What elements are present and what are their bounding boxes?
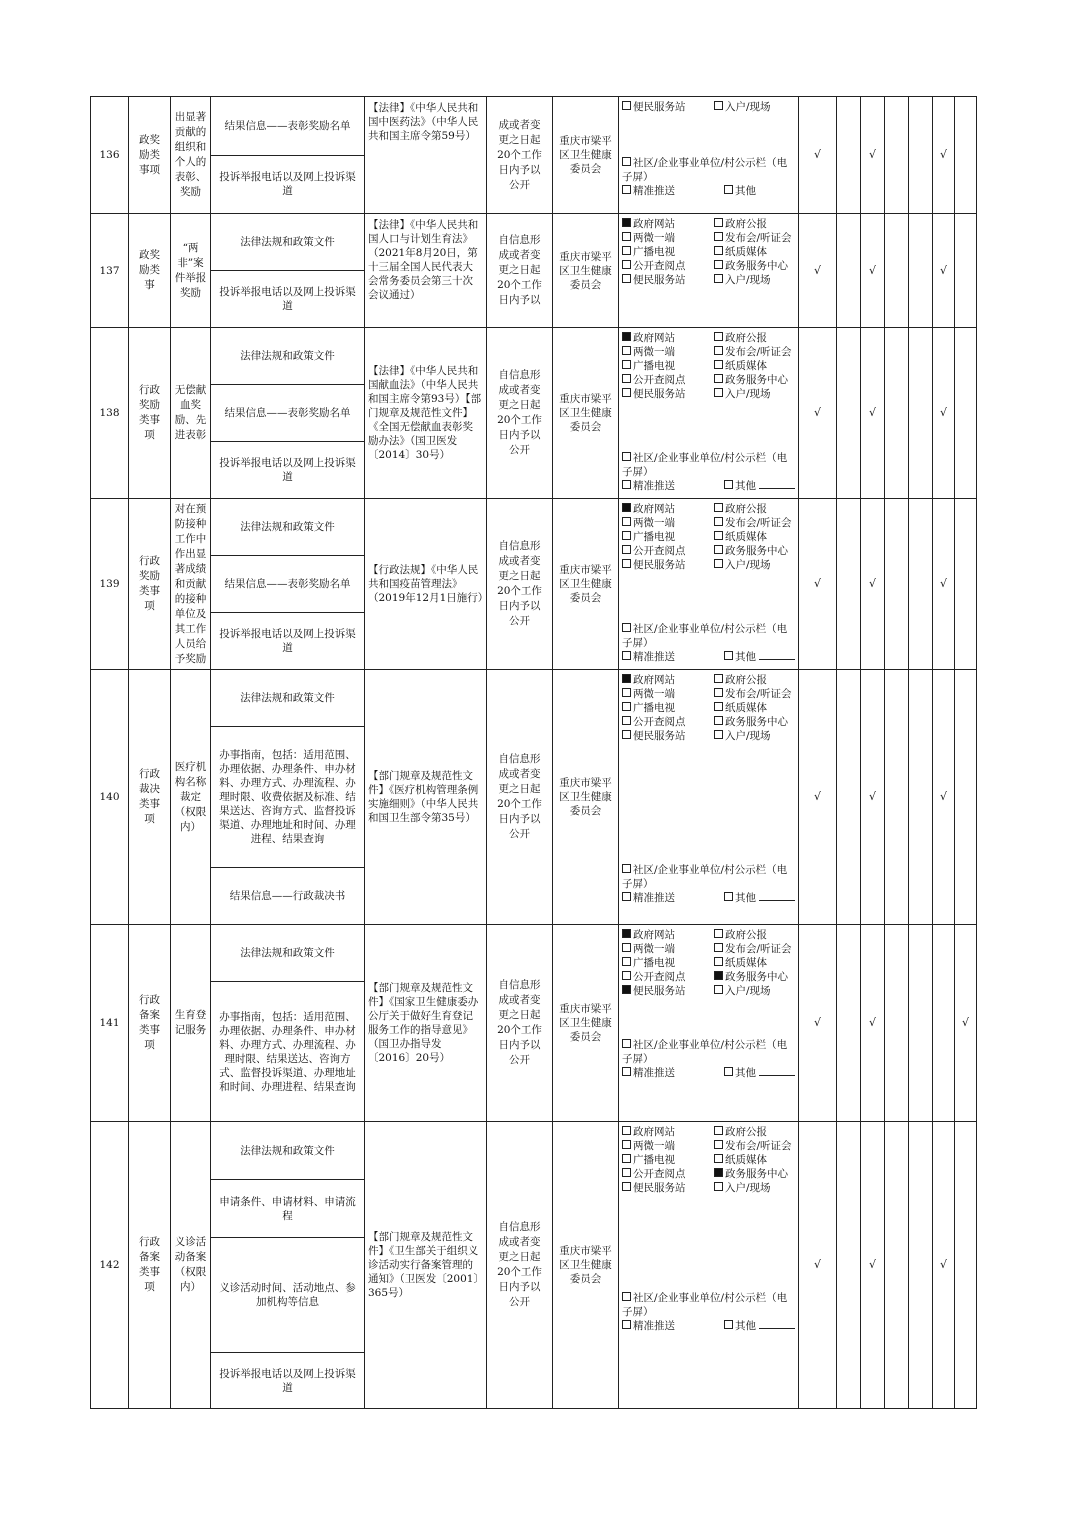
channel-option: 政府网站 [622, 1125, 714, 1139]
check-mark [885, 97, 909, 214]
check-mark [955, 214, 977, 328]
channel-option: 便民服务站 [622, 387, 714, 401]
info-line: 法律法规和政策文件 [211, 499, 364, 556]
checkbox-icon [622, 730, 631, 739]
disclosure-channels [619, 214, 799, 328]
disclosure-time: 自信息形成或者变更之日起20个工作日内予以公开 [487, 328, 553, 499]
check-mark [909, 499, 933, 670]
row-number: 139 [91, 499, 129, 670]
checkbox-icon [724, 480, 733, 489]
item-name: 医疗机构名称裁定（权限内） [171, 670, 211, 925]
check-mark [909, 925, 933, 1122]
check-mark: √ [861, 97, 885, 214]
channel-option: 精准推送 [622, 891, 714, 905]
info-content [211, 328, 365, 499]
channel-option: 广播电视 [622, 245, 714, 259]
checkbox-icon [622, 232, 631, 241]
info-line: 法律法规和政策文件 [211, 328, 364, 385]
check-mark: √ [861, 670, 885, 925]
channel-option: 两微一端 [622, 687, 714, 701]
blank-line [759, 650, 795, 660]
check-mark: √ [799, 97, 837, 214]
channel-option: 入户/现场 [714, 100, 806, 114]
check-mark: √ [955, 925, 977, 1122]
info-line: 结果信息——表彰奖励名单 [211, 385, 364, 442]
item-name: 出显著贡献的组织和个人的表彰、奖励 [171, 97, 211, 214]
channel-option: 其他 [714, 650, 806, 664]
checkbox-icon [622, 1182, 631, 1191]
channel-option: 政府网站 [622, 673, 714, 687]
check-mark [885, 670, 909, 925]
check-mark: √ [933, 1122, 955, 1409]
category: 行政备案类事项 [129, 1122, 171, 1409]
table-row [91, 1122, 977, 1409]
channel-option: 其他 [714, 479, 806, 493]
channel-option: 社区/企业事业单位/村公示栏（电子屏） [622, 1292, 788, 1318]
checkbox-icon [714, 1182, 723, 1191]
category: 政奖励类事项 [129, 97, 171, 214]
info-content [211, 670, 365, 925]
checkbox-icon [714, 943, 723, 952]
disclosure-channels [619, 1122, 799, 1409]
info-content [211, 1122, 365, 1409]
check-mark: √ [799, 1122, 837, 1409]
channel-option: 便民服务站 [622, 1181, 714, 1195]
checkbox-icon [622, 480, 631, 489]
channel-option: 纸质媒体 [714, 956, 806, 970]
disclosure-channels [619, 499, 799, 670]
check-mark [885, 499, 909, 670]
channel-option: 纸质媒体 [714, 701, 806, 715]
check-mark [837, 499, 861, 670]
channel-option: 便民服务站 [622, 273, 714, 287]
checkbox-icon [714, 232, 723, 241]
channel-option: 公开查阅点 [622, 715, 714, 729]
info-line: 结果信息——表彰奖励名单 [211, 97, 364, 156]
check-mark: √ [861, 214, 885, 328]
info-line: 结果信息——行政裁决书 [229, 890, 346, 902]
checked-box-icon [622, 218, 631, 227]
checkbox-icon [714, 332, 723, 341]
checkbox-icon [714, 702, 723, 711]
checkbox-icon [724, 892, 733, 901]
check-mark [933, 925, 955, 1122]
legal-basis: 【部门规章及规范性文件】《国家卫生健康委办公厅关于做好生育登记服务工作的指导意见》（国卫办指导发〔2016〕20号） [365, 925, 487, 1122]
info-line: 结果信息——表彰奖励名单 [211, 556, 364, 613]
checkbox-icon [622, 545, 631, 554]
channel-option: 政府公报 [714, 928, 806, 942]
checkbox-icon [714, 388, 723, 397]
disclosure-time: 自信息形成或者变更之日起20个工作日内予以公开 [487, 499, 553, 670]
checkbox-icon [622, 943, 631, 952]
checkbox-icon [714, 246, 723, 255]
checkbox-icon [714, 503, 723, 512]
channel-option: 政府网站 [622, 217, 714, 231]
channel-option: 公开查阅点 [622, 259, 714, 273]
channel-option: 政府公报 [714, 673, 806, 687]
checkbox-icon [714, 730, 723, 739]
channel-option: 政府网站 [622, 331, 714, 345]
checked-box-icon [622, 985, 631, 994]
info-line: 投诉举报电话以及网上投诉渠道 [219, 1367, 356, 1394]
blank-line [759, 891, 795, 901]
info-line: 义诊活动时间、活动地点、参加机构等信息 [211, 1238, 364, 1353]
check-mark: √ [933, 214, 955, 328]
row-number: 140 [91, 670, 129, 925]
checkbox-icon [724, 185, 733, 194]
checkbox-icon [622, 260, 631, 269]
channel-option: 精准推送 [622, 1319, 714, 1333]
info-line: 投诉举报电话以及网上投诉渠道 [219, 628, 356, 654]
checkbox-icon [714, 559, 723, 568]
checkbox-icon [622, 274, 631, 283]
channel-option: 纸质媒体 [714, 1153, 806, 1167]
channel-option: 发布会/听证会 [714, 345, 806, 359]
checkbox-icon [622, 1039, 631, 1048]
checkbox-icon [714, 1154, 723, 1163]
channel-option: 精准推送 [622, 184, 714, 198]
checkbox-icon [622, 246, 631, 255]
disclosure-table [90, 96, 977, 1409]
channel-option: 广播电视 [622, 1153, 714, 1167]
channel-option: 发布会/听证会 [714, 231, 806, 245]
info-line: 法律法规和政策文件 [211, 1122, 364, 1180]
checkbox-icon [622, 1140, 631, 1149]
table-row [91, 328, 977, 499]
check-mark [955, 670, 977, 925]
disclosure-subject: 重庆市梁平区卫生健康委员会 [553, 925, 619, 1122]
checkbox-icon [622, 374, 631, 383]
channel-option: 两微一端 [622, 231, 714, 245]
row-number: 136 [91, 97, 129, 214]
channel-option: 广播电视 [622, 359, 714, 373]
disclosure-channels [619, 925, 799, 1122]
channel-option: 便民服务站 [622, 558, 714, 572]
check-mark [909, 1122, 933, 1409]
checkbox-icon [714, 101, 723, 110]
check-mark [955, 328, 977, 499]
checkbox-icon [714, 218, 723, 227]
checked-box-icon [622, 929, 631, 938]
channel-option: 两微一端 [622, 942, 714, 956]
check-mark: √ [861, 1122, 885, 1409]
info-content [211, 97, 365, 214]
channel-option: 入户/现场 [714, 984, 806, 998]
info-line: 申请条件、申请材料、申请流程 [211, 1180, 364, 1238]
checkbox-icon [714, 374, 723, 383]
table-row [91, 214, 977, 328]
checkbox-icon [714, 674, 723, 683]
channel-option: 政府公报 [714, 217, 806, 231]
checkbox-icon [622, 702, 631, 711]
disclosure-channels [619, 97, 799, 214]
channel-option: 纸质媒体 [714, 245, 806, 259]
row-number: 137 [91, 214, 129, 328]
check-mark [909, 328, 933, 499]
channel-option: 两微一端 [622, 1139, 714, 1153]
channel-option: 政府公报 [714, 331, 806, 345]
channel-option: 便民服务站 [622, 984, 714, 998]
item-name: 对在预防接种工作中作出显著成绩和贡献的接种单位及其工作人员给予奖励 [171, 499, 211, 670]
checkbox-icon [714, 1140, 723, 1149]
channel-option: 政务服务中心 [714, 544, 806, 558]
channel-option: 社区/企业事业单位/村公示栏（电子屏） [622, 623, 788, 649]
check-mark [955, 499, 977, 670]
channel-option: 广播电视 [622, 530, 714, 544]
info-line: 法律法规和政策文件 [211, 670, 364, 727]
info-line: 投诉举报电话以及网上投诉渠道 [219, 171, 356, 198]
channel-option: 便民服务站 [622, 100, 714, 114]
disclosure-time: 自信息形成或者变更之日起20个工作日内予以公开 [487, 670, 553, 925]
table-row [91, 499, 977, 670]
channel-option: 精准推送 [622, 479, 714, 493]
checkbox-icon [724, 1067, 733, 1076]
channel-option: 精准推送 [622, 1066, 714, 1080]
channel-option: 入户/现场 [714, 729, 806, 743]
check-mark: √ [799, 214, 837, 328]
channel-option: 发布会/听证会 [714, 687, 806, 701]
blank-line [759, 1066, 795, 1076]
checkbox-icon [622, 1320, 631, 1329]
category: 政奖励类事 [129, 214, 171, 328]
checkbox-icon [622, 971, 631, 980]
channel-option: 政务服务中心 [714, 970, 806, 984]
checkbox-icon [622, 957, 631, 966]
channel-option: 公开查阅点 [622, 544, 714, 558]
channel-option: 公开查阅点 [622, 373, 714, 387]
channel-option: 公开查阅点 [622, 970, 714, 984]
channel-option: 入户/现场 [714, 387, 806, 401]
channel-option: 其他 [714, 1066, 806, 1080]
channel-option: 纸质媒体 [714, 359, 806, 373]
check-mark: √ [799, 328, 837, 499]
channel-option: 其他 [714, 184, 806, 198]
info-line: 法律法规和政策文件 [211, 214, 364, 271]
check-mark [837, 328, 861, 499]
check-mark [955, 1122, 977, 1409]
check-mark: √ [861, 328, 885, 499]
checkbox-icon [622, 651, 631, 660]
disclosure-subject: 重庆市梁平区卫生健康委员会 [553, 1122, 619, 1409]
blank-line [759, 479, 795, 489]
channel-option: 社区/企业事业单位/村公示栏（电子屏） [622, 864, 788, 890]
channel-option: 社区/企业事业单位/村公示栏（电子屏） [622, 1039, 788, 1065]
table-row [91, 925, 977, 1122]
table-row [91, 670, 977, 925]
channel-option: 其他 [714, 891, 806, 905]
checkbox-icon [622, 360, 631, 369]
check-mark: √ [799, 670, 837, 925]
check-mark [885, 925, 909, 1122]
checkbox-icon [714, 545, 723, 554]
channel-option: 广播电视 [622, 701, 714, 715]
item-name: 生育登记服务 [171, 925, 211, 1122]
channel-option: 发布会/听证会 [714, 942, 806, 956]
check-mark [955, 97, 977, 214]
checked-box-icon [622, 332, 631, 341]
channel-option: 政府网站 [622, 928, 714, 942]
channel-option: 纸质媒体 [714, 530, 806, 544]
checkbox-icon [622, 864, 631, 873]
checkbox-icon [622, 892, 631, 901]
check-mark: √ [861, 499, 885, 670]
disclosure-subject: 重庆市梁平区卫生健康委员会 [553, 328, 619, 499]
category: 行政奖励类事项 [129, 328, 171, 499]
legal-basis: 【行政法规】《中华人民共和国疫苗管理法》（2019年12月1日施行） [365, 499, 487, 670]
info-content [211, 499, 365, 670]
channel-option: 广播电视 [622, 956, 714, 970]
checked-box-icon [622, 503, 631, 512]
row-number: 138 [91, 328, 129, 499]
category: 行政裁决类事项 [129, 670, 171, 925]
legal-basis: 【部门规章及规范性文件】《医疗机构管理条例实施细则》（中华人民共和国卫生部令第35号） [365, 670, 487, 925]
checkbox-icon [622, 1126, 631, 1135]
check-mark [837, 1122, 861, 1409]
row-number: 141 [91, 925, 129, 1122]
checkbox-icon [714, 517, 723, 526]
legal-basis: 【法律】《中华人民共和国献血法》（中华人民共和国主席令第93号）【部门规章及规范性文件】《全国无偿献血表彰奖励办法》（国卫医发〔2014〕30号） [365, 328, 487, 499]
disclosure-channels [619, 670, 799, 925]
info-line: 办事指南，包括：适用范围、办理依据、办理条件、申办材料、办理方式、办理流程、办理时限、收费依据及标准、结果送达、咨询方式、监督投诉渠道、办理地址和时间、办理进程、结果查询 [211, 727, 364, 868]
channel-option: 政府公报 [714, 502, 806, 516]
checkbox-icon [622, 1067, 631, 1076]
check-mark [837, 925, 861, 1122]
disclosure-channels [619, 328, 799, 499]
info-line: 投诉举报电话以及网上投诉渠道 [219, 286, 356, 312]
checkbox-icon [622, 452, 631, 461]
disclosure-time: 自信息形成或者变更之日起20个工作日内予以 [487, 214, 553, 328]
info-line: 法律法规和政策文件 [211, 925, 364, 982]
info-content [211, 925, 365, 1122]
channel-option: 两微一端 [622, 516, 714, 530]
checkbox-icon [622, 559, 631, 568]
checkbox-icon [622, 1292, 631, 1301]
disclosure-subject: 重庆市梁平区卫生健康委员会 [553, 97, 619, 214]
checkbox-icon [714, 957, 723, 966]
checkbox-icon [622, 157, 631, 166]
channel-option: 两微一端 [622, 345, 714, 359]
checkbox-icon [622, 531, 631, 540]
disclosure-subject: 重庆市梁平区卫生健康委员会 [553, 670, 619, 925]
disclosure-time: 自信息形成或者变更之日起20个工作日内予以公开 [487, 925, 553, 1122]
checkbox-icon [714, 274, 723, 283]
checkbox-icon [622, 1168, 631, 1177]
info-line: 办事指南，包括：适用范围、办理依据、办理条件、申办材料、办理方式、办理流程、办理时限、结果送达、咨询方式、监督投诉渠道、办理地址和时间、办理进程、结果查询 [219, 1010, 356, 1093]
checkbox-icon [714, 716, 723, 725]
check-mark: √ [799, 499, 837, 670]
channel-option: 入户/现场 [714, 558, 806, 572]
checkbox-icon [622, 688, 631, 697]
checkbox-icon [714, 1126, 723, 1135]
checkbox-icon [714, 985, 723, 994]
item-name: 无偿献血奖励、先进表彰 [171, 328, 211, 499]
channel-option: 其他 [714, 1319, 806, 1333]
channel-option: 政府网站 [622, 502, 714, 516]
checkbox-icon [714, 929, 723, 938]
check-mark: √ [933, 499, 955, 670]
item-name: 义诊活动备案（权限内） [171, 1122, 211, 1409]
channel-option: 发布会/听证会 [714, 516, 806, 530]
checkbox-icon [714, 531, 723, 540]
checkbox-icon [622, 1154, 631, 1163]
channel-option: 政务服务中心 [714, 259, 806, 273]
channel-option: 便民服务站 [622, 729, 714, 743]
channel-option: 社区/企业事业单位/村公示栏（电子屏） [622, 157, 788, 183]
check-mark [909, 214, 933, 328]
checked-box-icon [714, 1168, 723, 1177]
check-mark: √ [799, 925, 837, 1122]
channel-option: 公开查阅点 [622, 1167, 714, 1181]
channel-option: 政务服务中心 [714, 1167, 806, 1181]
checkbox-icon [622, 388, 631, 397]
channel-option: 入户/现场 [714, 273, 806, 287]
channel-option: 发布会/听证会 [714, 1139, 806, 1153]
checkbox-icon [622, 623, 631, 632]
channel-option: 政府公报 [714, 1125, 806, 1139]
check-mark [837, 97, 861, 214]
check-mark [837, 214, 861, 328]
checkbox-icon [622, 101, 631, 110]
disclosure-subject: 重庆市梁平区卫生健康委员会 [553, 499, 619, 670]
checkbox-icon [714, 346, 723, 355]
legal-basis: 【法律】《中华人民共和国中医药法》（中华人民共和国主席令第59号） [365, 97, 487, 214]
checkbox-icon [724, 651, 733, 660]
item-name: “两非”案件举报奖励 [171, 214, 211, 328]
category: 行政奖励类事项 [129, 499, 171, 670]
check-mark: √ [861, 925, 885, 1122]
channel-option: 政务服务中心 [714, 715, 806, 729]
check-mark [837, 670, 861, 925]
channel-option: 社区/企业事业单位/村公示栏（电子屏） [622, 452, 788, 478]
checkbox-icon [622, 716, 631, 725]
legal-basis: 【部门规章及规范性文件】《卫生部关于组织义诊活动实行备案管理的通知》（卫医发〔2001〕365号） [365, 1122, 487, 1409]
category: 行政备案类事项 [129, 925, 171, 1122]
table-row [91, 97, 977, 214]
checked-box-icon [622, 674, 631, 683]
disclosure-time: 成或者变更之日起20个工作日内予以公开 [487, 97, 553, 214]
check-mark: √ [933, 97, 955, 214]
checkbox-icon [714, 260, 723, 269]
check-mark: √ [933, 670, 955, 925]
info-content [211, 214, 365, 328]
channel-option: 精准推送 [622, 650, 714, 664]
disclosure-subject: 重庆市梁平区卫生健康委员会 [553, 214, 619, 328]
checkbox-icon [714, 688, 723, 697]
checkbox-icon [622, 185, 631, 194]
check-mark [909, 670, 933, 925]
check-mark [885, 328, 909, 499]
info-line: 投诉举报电话以及网上投诉渠道 [219, 457, 356, 483]
blank-line [759, 1319, 795, 1329]
channel-option: 政务服务中心 [714, 373, 806, 387]
legal-basis: 【法律】《中华人民共和国人口与计划生育法》（2021年8月20日，第十三届全国人民代表大会常务委员会第三十次会议通过） [365, 214, 487, 328]
checkbox-icon [714, 360, 723, 369]
checkbox-icon [622, 346, 631, 355]
channel-option: 入户/现场 [714, 1181, 806, 1195]
checked-box-icon [714, 971, 723, 980]
check-mark: √ [933, 328, 955, 499]
check-mark [909, 97, 933, 214]
check-mark [885, 1122, 909, 1409]
checkbox-icon [622, 517, 631, 526]
disclosure-time: 自信息形成或者变更之日起20个工作日内予以公开 [487, 1122, 553, 1409]
check-mark [885, 214, 909, 328]
checkbox-icon [724, 1320, 733, 1329]
row-number: 142 [91, 1122, 129, 1409]
